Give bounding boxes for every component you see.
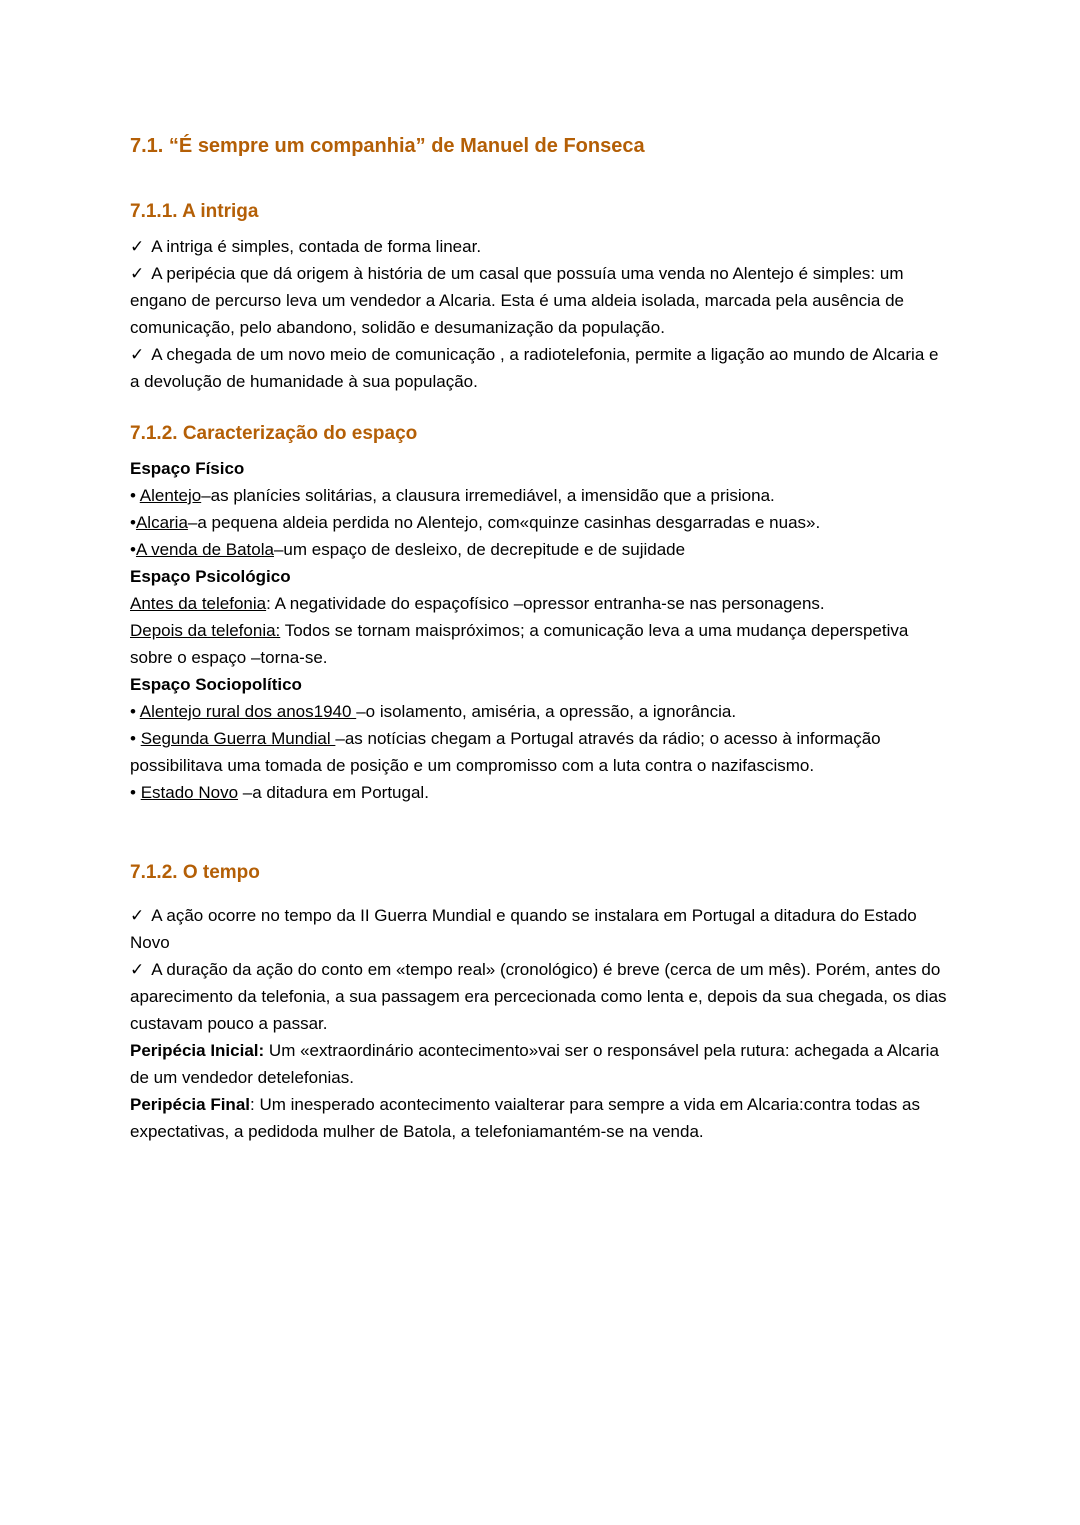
heading-tempo: 7.1.2. O tempo [130,862,260,883]
document-title: 7.1. “É sempre um companhia” de Manuel de Fonseca [130,135,645,157]
subheading-espaco-sociopolitico: Espaço Sociopolítico [130,675,302,694]
item-text: –a ditadura em Portugal. [238,783,429,802]
paragraph-text: Um «extraordinário acontecimento»vai ser o responsável pela rutura: achegada a Alcaria de um vendedor detelefonias. [130,1041,939,1087]
item-text: –a pequena aldeia perdida no Alentejo, com«quinze casinhas desgarradas e nuas». [187,513,821,532]
bullet-item-estado-novo [130,779,952,806]
heading-intriga: 7.1.1. A intriga [130,201,259,222]
bullet-item-alentejo-rural [130,698,952,725]
check-icon: ✓ [130,960,145,979]
paragraph-text: A ação ocorre no tempo da II Guerra Mundial e quando se instalara em Portugal a ditadura do Estado Novo [130,906,917,952]
bullet-marker: • [130,729,141,748]
bullet-item-alentejo [130,482,952,509]
check-icon: ✓ [130,345,145,364]
section-tempo [130,860,952,1145]
underlined-term: A venda de Batola [135,540,274,559]
bullet-item-alcaria [130,509,952,536]
item-text: –as notícias chegam a Portugal através da rádio; o acesso à informação possibilitava uma tomada de posição e um compromisso com a luta contra o nazifascismo. [130,729,881,775]
underlined-term: Antes da telefonia [130,594,267,613]
bullet-item-segunda-guerra [130,725,952,779]
heading-espaco: 7.1.2. Caracterização do espaço [130,423,418,444]
underlined-term: Segunda Guerra Mundial [140,729,336,748]
bullet-marker: • [130,702,140,721]
bold-label: Peripécia Inicial: [130,1041,265,1060]
paragraph-text: A intriga é simples, contada de forma linear. [151,237,482,256]
bullet-marker: • [130,486,140,505]
underlined-term: Alcaria [135,513,188,532]
paragraph-text: A chegada de um novo meio de comunicação , a radiotelefonia, permite a ligação ao mundo de Alcaria e a devolução de humanidade à sua população. [130,345,939,391]
item-text: –as planícies solitárias, a clausura irremediável, a imensidão que a prisiona. [201,486,775,505]
underlined-term: Estado Novo [140,783,239,802]
item-text: Todos se tornam maispróximos; a comunicação leva a uma mudança deperspetiva sobre o espaço –torna-se. [130,621,909,667]
check-icon: ✓ [130,264,145,283]
section-intriga [130,199,952,395]
bullet-marker: • [130,783,141,802]
bullet-marker: • [130,540,136,559]
underlined-term: Alentejo [139,486,202,505]
paragraph-tempo-2 [130,956,952,1037]
paragraph-text: : Um inesperado acontecimento vaialterar para sempre a vida em Alcaria:contra todas as expectativas, a pedidoda mulher de Batola, a telefoniamantém-se na venda. [130,1095,920,1141]
bullet-marker: • [130,513,136,532]
paragraph-intriga-1 [130,233,952,260]
paragraph-peripecia-final [130,1091,952,1145]
underlined-term: Alentejo rural dos anos1940 [139,702,357,721]
item-antes-telefonia [130,590,952,617]
subheading-espaco-psicologico: Espaço Psicológico [130,567,291,586]
item-depois-telefonia [130,617,952,671]
underlined-term: Depois da telefonia: [130,621,281,640]
paragraph-intriga-2 [130,260,952,341]
paragraph-tempo-1 [130,902,952,956]
paragraph-text: A duração da ação do conto em «tempo real» (cronológico) é breve (cerca de um mês). Porém, antes do aparecimento da telefonia, a sua passagem era percecionada como lenta e, depois da sua chegada, os dias custavam pouco a passar. [130,960,947,1033]
paragraph-intriga-3 [130,341,952,395]
check-icon: ✓ [130,237,145,256]
bullet-item-venda-batola [130,536,952,563]
item-text: –o isolamento, amiséria, a opressão, a ignorância. [356,702,737,721]
paragraph-peripecia-inicial [130,1037,952,1091]
bold-label: Peripécia Final [130,1095,250,1114]
item-text: : A negatividade do espaçofísico –opressor entranha-se nas personagens. [266,594,825,613]
check-icon: ✓ [130,906,145,925]
subheading-espaco-fisico: Espaço Físico [130,459,245,478]
paragraph-text: A peripécia que dá origem à história de um casal que possuía uma venda no Alentejo é simples: um engano de percurso leva um vendedor a Alcaria. Esta é uma aldeia isolada, marcada pela ausência de comunicação, pelo abandono, solidão e desumanização da população. [130,264,904,337]
item-text: –um espaço de desleixo, de decrepitude e de sujidade [273,540,686,559]
section-espaco [130,421,952,806]
